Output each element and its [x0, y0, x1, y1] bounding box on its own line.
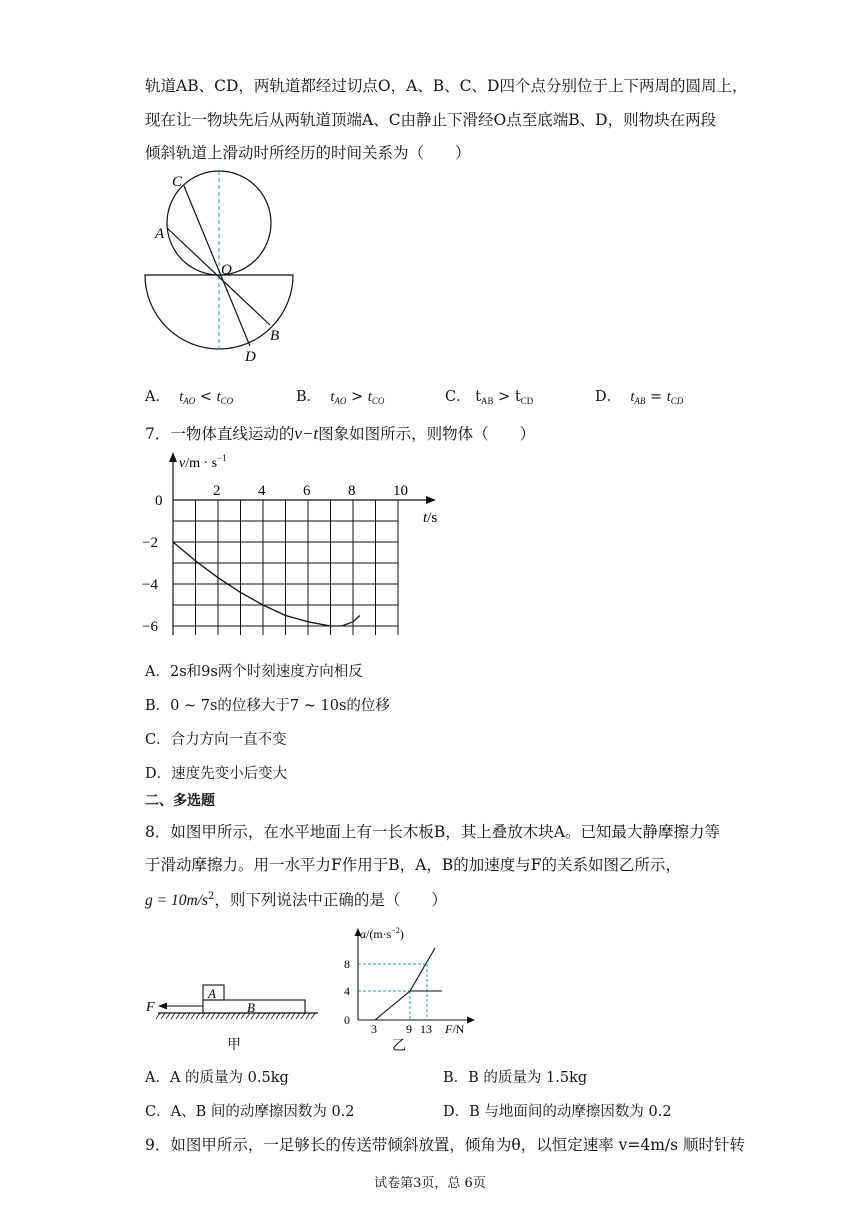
q8-line3: $g = 10m/s^2$，则下列说法中正确的是（ ） — [145, 890, 447, 909]
x-tick-label: 10 — [393, 483, 408, 499]
ground-hatch — [196, 1013, 200, 1019]
y-tick-label: −6 — [142, 619, 158, 635]
y-axis-arrow — [169, 452, 177, 462]
q8-line2: 于滑动摩擦力。用一水平力F作用于B，A，B的加速度与F的关系如图乙所示， — [145, 856, 681, 874]
q8-option-b[interactable]: B．B 的质量为 1.5kg — [443, 1070, 588, 1086]
section-heading: 二、多选题 — [145, 793, 215, 809]
ground-hatch — [311, 1013, 315, 1019]
ground-hatch — [231, 1013, 235, 1019]
jia-label-B: B — [247, 1000, 255, 1015]
ground-hatch — [206, 1013, 210, 1019]
yi-caption: 乙 — [392, 1039, 406, 1054]
q6-option-c[interactable]: C． $t_{AB} > t_{CD}$ — [445, 389, 534, 406]
x-tick-label: 2 — [213, 483, 221, 499]
q8-option-c[interactable]: C．A、B 间的动摩擦因数为 0.2 — [145, 1104, 355, 1120]
ground-hatch — [291, 1013, 295, 1019]
q7-option-c[interactable]: C．合力方向一直不变 — [145, 732, 287, 748]
ground-hatch — [236, 1013, 240, 1019]
ground-hatch — [221, 1013, 225, 1019]
ground-hatch — [191, 1013, 195, 1019]
label-O: O — [221, 262, 232, 278]
yi-ylabel: $a/(m\cdot s^{-2})$ — [360, 926, 404, 941]
label-C: C — [172, 174, 183, 190]
label-D: D — [245, 349, 256, 365]
ground-hatch — [171, 1013, 175, 1019]
ground-hatch — [241, 1013, 245, 1019]
q8-figure-jia — [140, 975, 325, 1057]
yi-xtick-9: 9 — [406, 1022, 412, 1036]
q6-option-d[interactable]: D． $t_{AB} = t_{CD}$ — [595, 389, 684, 406]
jia-caption: 甲 — [227, 1038, 241, 1053]
ground-hatch — [286, 1013, 290, 1019]
ground-hatch — [211, 1013, 215, 1019]
q8-figure-yi — [330, 920, 480, 1055]
ground-hatch — [161, 1013, 165, 1019]
q7-option-d[interactable]: D．速度先变小后变大 — [145, 766, 288, 782]
x-tick-label: 6 — [303, 483, 311, 499]
ground-hatch — [226, 1013, 230, 1019]
y-axis-label: $v/m \cdot s^{-1}$ — [179, 453, 227, 471]
ground-hatch — [261, 1013, 265, 1019]
q6-line1: 轨道AB、CD，两轨道都经过切点O，A、B、C、D四个点分别位于上下两周的圆周上， — [145, 77, 748, 95]
ground-hatch — [181, 1013, 185, 1019]
x-tick-label: 8 — [348, 483, 356, 499]
q9-line1: 9．如图甲所示，一足够长的传送带倾斜放置，倾角为θ，以恒定速率 v=4m/s 顺时针转 — [145, 1136, 746, 1154]
q6-circle-figure — [140, 168, 310, 368]
x-tick-label: 4 — [258, 483, 266, 499]
ground-hatch — [166, 1013, 170, 1019]
ground-hatch — [271, 1013, 275, 1019]
ground-hatch — [201, 1013, 205, 1019]
yi-origin: 0 — [344, 1013, 350, 1027]
yi-xtick-13: 13 — [420, 1022, 432, 1036]
ground-hatch — [256, 1013, 260, 1019]
ground-hatch — [296, 1013, 300, 1019]
y-tick-label: −4 — [142, 577, 158, 593]
q8-line1: 8．如图甲所示，在水平地面上有一长木板B，其上叠放木块A。已知最大静摩擦力等 — [145, 823, 720, 841]
yi-xlabel: F/N — [445, 1022, 465, 1036]
ground-hatch — [176, 1013, 180, 1019]
ground-hatch — [186, 1013, 190, 1019]
q8-option-d[interactable]: D．B 与地面间的动摩擦因数为 0.2 — [443, 1104, 672, 1120]
q6-option-a[interactable]: A． $t_{AO} < t_{CO}$ — [145, 389, 234, 406]
q6-line2: 现在让一物块先后从两轨道顶端A、C由静止下滑经O点至底端B、D，则物块在两段 — [145, 111, 717, 129]
q7-option-a[interactable]: A．2s和9s两个时刻速度方向相反 — [145, 664, 363, 680]
yi-xtick-3: 3 — [371, 1022, 377, 1036]
x-axis-label: t/s — [423, 510, 438, 526]
q6-option-b[interactable]: B． $t_{AO} > t_{CO}$ — [296, 389, 385, 406]
x-axis-arrow — [426, 496, 436, 504]
ground-hatch — [281, 1013, 285, 1019]
yi-ytick-4: 4 — [344, 984, 350, 998]
yi-ytick-8: 8 — [344, 957, 350, 971]
origin-label: 0 — [155, 493, 163, 509]
ground-hatch — [276, 1013, 280, 1019]
ground-hatch — [301, 1013, 305, 1019]
page-footer: 试卷第3页，总 6页 — [374, 1176, 486, 1191]
label-B: B — [270, 328, 280, 344]
label-A: A — [155, 226, 165, 242]
q7-option-b[interactable]: B．0 ~ 7s的位移大于7 ~ 10s的位移 — [145, 698, 390, 714]
ground-hatch — [156, 1013, 160, 1019]
ground-hatch — [306, 1013, 310, 1019]
ground-hatch — [216, 1013, 220, 1019]
y-tick-label: −2 — [142, 535, 158, 551]
ground-hatch — [266, 1013, 270, 1019]
jia-label-A: A — [208, 986, 216, 1001]
q7-stem: 7．一物体直线运动的v−t图象如图所示，则物体（ ） — [145, 424, 536, 443]
jia-label-F: F — [146, 1000, 155, 1015]
q6-line3: 倾斜轨道上滑动时所经历的时间关系为（ ） — [145, 144, 471, 162]
q8-option-a[interactable]: A．A 的质量为 0.5kg — [145, 1070, 289, 1086]
q7-vt-chart — [140, 450, 450, 645]
